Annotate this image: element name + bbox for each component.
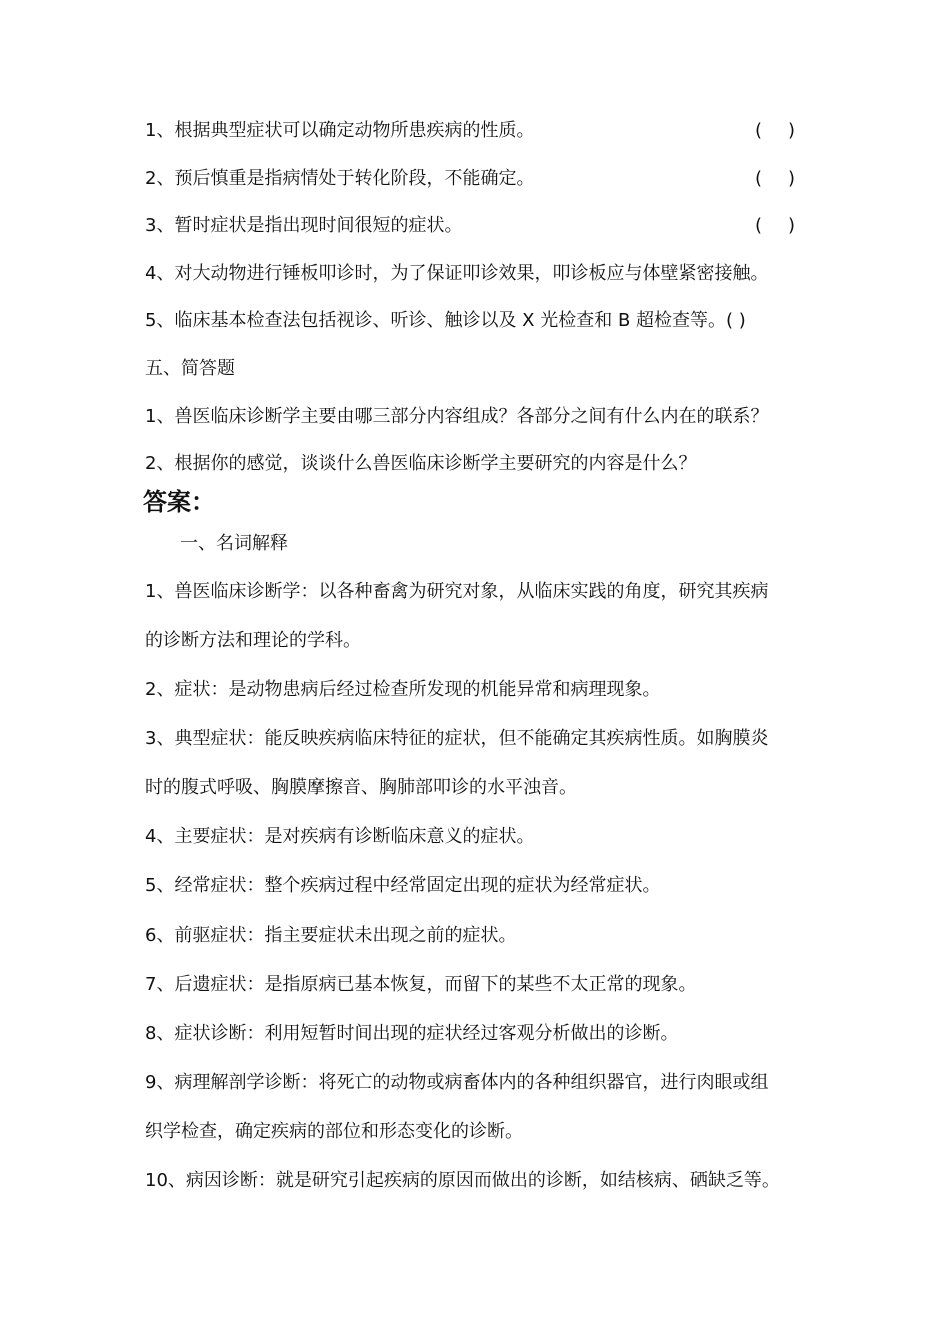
answer-line: 7、后遗症状：是指原病已基本恢复，而留下的某些不太正常的现象。 xyxy=(145,974,697,995)
answer-line: 6、前驱症状：指主要症状未出现之前的症状。 xyxy=(145,925,517,946)
answer-line: 10、病因诊断：就是研究引起疾病的原因而做出的诊断，如结核病、硒缺乏等。 xyxy=(145,1170,780,1191)
answer-blank-2 xyxy=(755,167,795,191)
answer-line: 4、主要症状：是对疾病有诊断临床意义的症状。 xyxy=(145,826,535,847)
section-heading-short-answer: 五、简答题 xyxy=(145,358,235,379)
paren-open: ( xyxy=(755,120,763,141)
short-answer-item-2: 2、根据你的感觉，谈谈什么兽医临床诊断学主要研究的内容是什么？ xyxy=(145,453,697,474)
answer-line: 3、典型症状：能反映疾病临床特征的症状，但不能确定其疾病性质。如胸膜炎 xyxy=(145,728,769,749)
answer-line: 1、兽医临床诊断学：以各种畜禽为研究对象，从临床实践的角度，研究其疾病 xyxy=(145,581,769,602)
answer-line: 8、症状诊断：利用短暂时间出现的症状经过客观分析做出的诊断。 xyxy=(145,1023,679,1044)
short-answer-item-1: 1、兽医临床诊断学主要由哪三部分内容组成？各部分之间有什么内在的联系？ xyxy=(145,406,769,427)
answers-heading: 答案： xyxy=(143,488,215,516)
paren-open: ( xyxy=(755,215,763,236)
answer-line: 织学检查，确定疾病的部位和形态变化的诊断。 xyxy=(145,1121,523,1142)
paren-close: ) xyxy=(788,215,796,236)
judgement-item-4: 4、对大动物进行锤板叩诊时，为了保证叩诊效果，叩诊板应与体壁紧密接触。 xyxy=(145,263,769,284)
paren-open: ( xyxy=(755,168,763,189)
judgement-item-5: 5、临床基本检查法包括视诊、听诊、触诊以及 X 光检查和 B 超检查等。( ) xyxy=(145,310,746,331)
answer-line: 时的腹式呼吸、胸膜摩擦音、胸肺部叩诊的水平浊音。 xyxy=(145,777,577,798)
judgement-item-3: 3、暂时症状是指出现时间很短的症状。 xyxy=(145,215,463,236)
answer-line: 5、经常症状：整个疾病过程中经常固定出现的症状为经常症状。 xyxy=(145,875,661,896)
answer-blank-1 xyxy=(755,119,795,143)
section-heading-term-definitions: 一、名词解释 xyxy=(180,533,288,554)
answer-line: 9、病理解剖学诊断：将死亡的动物或病畜体内的各种组织器官，进行肉眼或组 xyxy=(145,1072,769,1093)
paren-close: ) xyxy=(788,168,796,189)
answer-line: 的诊断方法和理论的学科。 xyxy=(145,630,361,651)
judgement-item-2: 2、预后慎重是指病情处于转化阶段，不能确定。 xyxy=(145,168,535,189)
paren-close: ) xyxy=(788,120,796,141)
answer-blank-3 xyxy=(755,214,795,238)
judgement-item-1: 1、根据典型症状可以确定动物所患疾病的性质。 xyxy=(145,120,535,141)
answer-line: 2、症状：是动物患病后经过检查所发现的机能异常和病理现象。 xyxy=(145,679,661,700)
